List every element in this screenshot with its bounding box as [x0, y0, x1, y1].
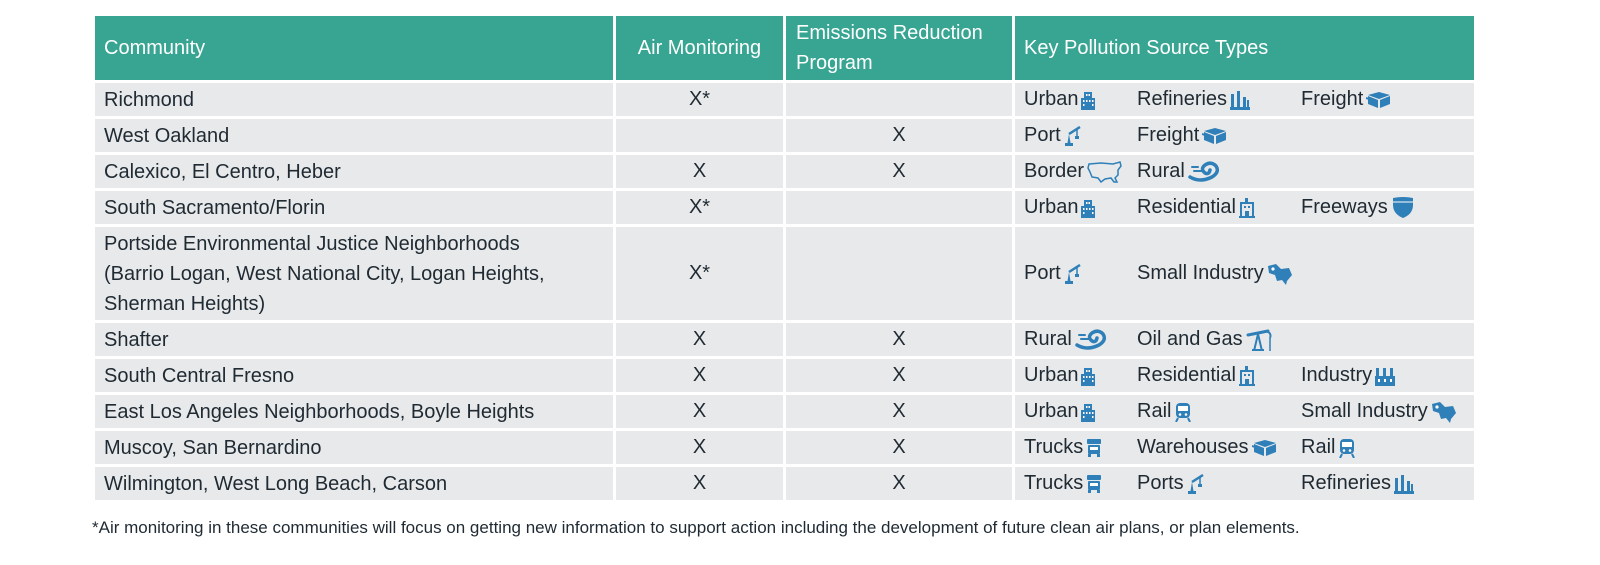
- air-monitoring-cell: X*: [616, 191, 783, 224]
- source-type-label: Oil and Gas: [1137, 328, 1243, 350]
- freight-icon: [1366, 91, 1392, 109]
- source-type-label: Refineries: [1137, 88, 1228, 110]
- community-cell: [95, 359, 613, 392]
- source-type-label: Trucks: [1024, 472, 1084, 494]
- source-type: [1024, 191, 1095, 224]
- emissions-reduction-cell: X: [786, 323, 1012, 356]
- table-row: [95, 83, 1474, 116]
- emissions-reduction-cell: [786, 191, 1012, 224]
- freight-icon: [1252, 439, 1278, 457]
- source-types-cell: [1015, 119, 1474, 152]
- urban-icon: [1081, 402, 1095, 422]
- table-body: [95, 83, 1474, 500]
- community-cell: [95, 119, 613, 152]
- source-type: [1024, 431, 1102, 464]
- community-cell: [95, 191, 613, 224]
- source-types-cell: [1015, 431, 1474, 464]
- urban-icon: [1081, 366, 1095, 386]
- table-row: [95, 227, 1474, 320]
- air-monitoring-cell: X: [616, 155, 783, 188]
- source-type: [1024, 395, 1095, 428]
- community-name: Muscoy, San Bernardino: [104, 436, 322, 459]
- source-type-label: Freight: [1137, 124, 1200, 146]
- residential-icon: [1239, 198, 1255, 218]
- source-type: [1137, 227, 1293, 320]
- community-cell: [95, 395, 613, 428]
- small-industry-icon: [1267, 263, 1293, 285]
- source-types-cell: [1015, 359, 1474, 392]
- source-type-label: Freight: [1301, 88, 1364, 110]
- source-type: [1024, 83, 1095, 116]
- community-name: Portside Environmental Justice Neighborhoods: [104, 232, 520, 255]
- header-key-pollution-source-types: Key Pollution Source Types: [1015, 16, 1474, 80]
- source-type: [1024, 155, 1123, 188]
- footnote: *Air monitoring in these communities will focus on getting new information to support action including the development of future clean air plans, or plan elements.: [92, 518, 1300, 537]
- community-name: South Central Fresno: [104, 364, 295, 387]
- source-type-label: Rail: [1137, 400, 1172, 422]
- source-type: [1137, 359, 1255, 392]
- community-table: [95, 16, 1474, 503]
- emissions-reduction-cell: X: [786, 431, 1012, 464]
- air-monitoring-cell: X: [616, 431, 783, 464]
- dust-swirl-icon: [1075, 329, 1109, 351]
- port-crane-icon: [1064, 126, 1082, 146]
- source-type: [1137, 191, 1255, 224]
- table-row: [95, 191, 1474, 224]
- port-crane-icon: [1187, 474, 1205, 494]
- source-type-label: Rural: [1137, 160, 1185, 182]
- table-header: [95, 16, 1474, 80]
- header-erp-line2: Program: [796, 52, 873, 74]
- source-type: [1301, 83, 1392, 116]
- rail-icon: [1338, 438, 1356, 458]
- emissions-reduction-cell: X: [786, 119, 1012, 152]
- source-type-label: Warehouses: [1137, 436, 1249, 458]
- source-type: [1024, 467, 1102, 500]
- community-name: South Sacramento/Florin: [104, 196, 326, 219]
- air-monitoring-cell: X: [616, 395, 783, 428]
- emissions-reduction-cell: X: [786, 155, 1012, 188]
- source-type: [1301, 359, 1395, 392]
- source-type-label: Ports: [1137, 472, 1184, 494]
- community-name: East Los Angeles Neighborhoods, Boyle Heights: [104, 400, 535, 423]
- urban-icon: [1081, 198, 1095, 218]
- community-name: Richmond: [104, 88, 195, 111]
- air-monitoring-cell: X: [616, 467, 783, 500]
- source-type: [1301, 467, 1414, 500]
- source-type-label: Small Industry: [1301, 400, 1428, 422]
- source-type: [1301, 191, 1415, 224]
- source-type: [1024, 227, 1082, 320]
- oil-pump-icon: [1246, 329, 1274, 351]
- source-type-label: Industry: [1301, 364, 1373, 386]
- residential-icon: [1239, 366, 1255, 386]
- source-type-label: Refineries: [1301, 472, 1392, 494]
- header-erp-line1: Emissions Reduction: [796, 22, 983, 44]
- source-type-label: Residential: [1137, 364, 1236, 386]
- community-name: West Oakland: [104, 124, 230, 147]
- table-row: [95, 431, 1474, 464]
- industry-icon: [1375, 366, 1395, 386]
- table-row: [95, 395, 1474, 428]
- dust-swirl-icon: [1188, 161, 1222, 183]
- community-cell: [95, 227, 613, 320]
- community-cell: [95, 155, 613, 188]
- source-type: [1137, 83, 1250, 116]
- source-type-label: Urban: [1024, 364, 1079, 386]
- source-types-cell: [1015, 83, 1474, 116]
- air-monitoring-cell: X: [616, 323, 783, 356]
- emissions-reduction-cell: [786, 83, 1012, 116]
- table-row: [95, 467, 1474, 500]
- source-types-cell: [1015, 155, 1474, 188]
- source-types-cell: [1015, 395, 1474, 428]
- rail-icon: [1174, 402, 1192, 422]
- community-name: Calexico, El Centro, Heber: [104, 160, 341, 183]
- truck-icon: [1086, 474, 1102, 494]
- community-name: Sherman Heights): [104, 292, 266, 315]
- table-row: [95, 119, 1474, 152]
- community-cell: [95, 83, 613, 116]
- source-type: [1024, 119, 1082, 152]
- source-type-label: Border: [1024, 160, 1085, 182]
- source-type: [1301, 395, 1457, 428]
- source-type-label: Rail: [1301, 436, 1336, 458]
- source-type-label: Urban: [1024, 88, 1079, 110]
- source-type-label: Trucks: [1024, 436, 1084, 458]
- source-type: [1137, 431, 1278, 464]
- emissions-reduction-cell: [786, 227, 1012, 320]
- air-monitoring-cell: X*: [616, 83, 783, 116]
- air-monitoring-cell: X*: [616, 227, 783, 320]
- source-type: [1137, 323, 1274, 356]
- source-type: [1301, 431, 1356, 464]
- community-name: Wilmington, West Long Beach, Carson: [104, 472, 448, 495]
- source-type-label: Port: [1024, 262, 1061, 284]
- emissions-reduction-cell: X: [786, 359, 1012, 392]
- community-cell: [95, 431, 613, 464]
- emissions-reduction-cell: X: [786, 395, 1012, 428]
- air-monitoring-cell: [616, 119, 783, 152]
- emissions-reduction-cell: X: [786, 467, 1012, 500]
- community-name: Shafter: [104, 328, 169, 351]
- source-type-label: Residential: [1137, 196, 1236, 218]
- source-type-label: Small Industry: [1137, 262, 1264, 284]
- source-types-cell: [1015, 227, 1474, 320]
- refinery-icon: [1394, 474, 1414, 494]
- freight-icon: [1202, 127, 1228, 145]
- source-type-label: Urban: [1024, 196, 1079, 218]
- table-row: [95, 359, 1474, 392]
- source-type: [1137, 467, 1205, 500]
- community-cell: [95, 323, 613, 356]
- truck-icon: [1086, 438, 1102, 458]
- header-emissions-reduction-program: [786, 16, 1012, 80]
- air-monitoring-cell: X: [616, 359, 783, 392]
- source-type: [1024, 323, 1109, 356]
- source-type-label: Port: [1024, 124, 1061, 146]
- source-type: [1137, 119, 1228, 152]
- small-industry-icon: [1431, 401, 1457, 423]
- refinery-icon: [1230, 90, 1250, 110]
- port-crane-icon: [1064, 264, 1082, 284]
- header-air-monitoring: Air Monitoring: [616, 16, 783, 80]
- community-name: (Barrio Logan, West National City, Logan Heights,: [104, 262, 545, 285]
- source-types-cell: [1015, 323, 1474, 356]
- source-types-cell: [1015, 191, 1474, 224]
- table-row: [95, 323, 1474, 356]
- source-type-label: Freeways: [1301, 196, 1388, 218]
- table-row: [95, 155, 1474, 188]
- community-cell: [95, 467, 613, 500]
- source-type: [1024, 359, 1095, 392]
- header-community: Community: [95, 16, 613, 80]
- source-type-label: Urban: [1024, 400, 1079, 422]
- freeway-shield-icon: [1391, 197, 1415, 219]
- source-type: [1137, 155, 1222, 188]
- source-type-label: Rural: [1024, 328, 1072, 350]
- source-types-cell: [1015, 467, 1474, 500]
- urban-icon: [1081, 90, 1095, 110]
- source-type: [1137, 395, 1192, 428]
- us-map-icon: [1087, 161, 1123, 183]
